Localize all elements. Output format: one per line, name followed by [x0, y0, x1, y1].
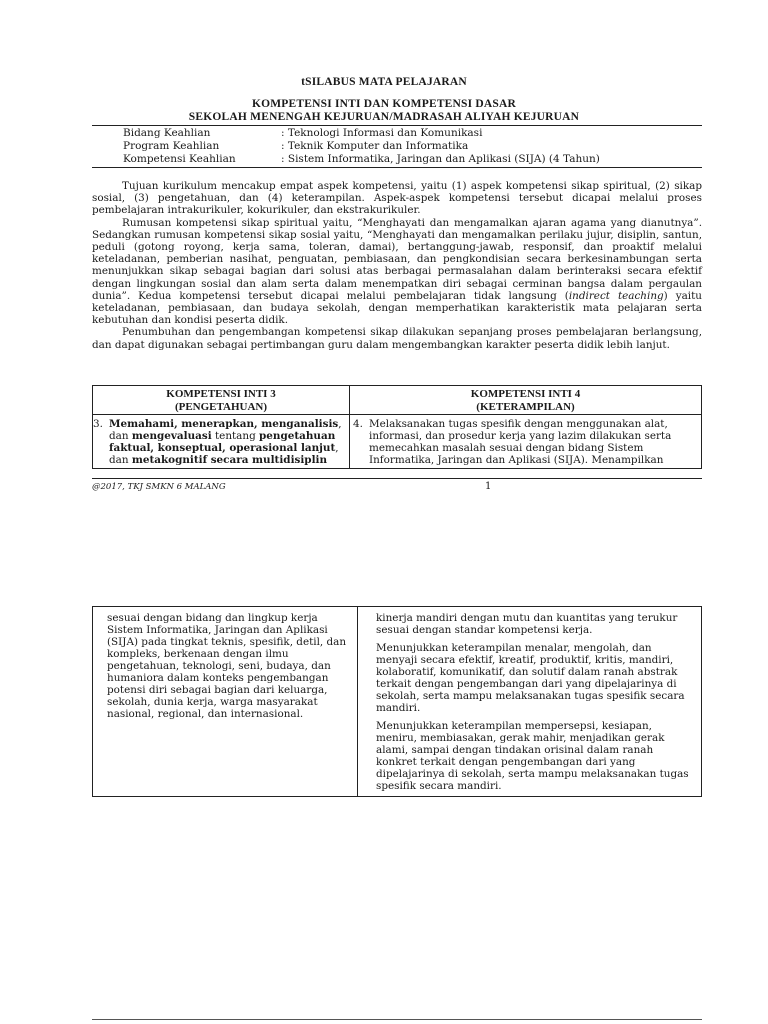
ki4-continuation-1: kinerja mandiri dengan mutu dan kuantitas yang terukur sesuai dengan standar kompetensi kerja. — [376, 612, 678, 636]
paragraph-3: Penumbuhan dan pengembangan kompetensi sikap dilakukan sepanjang proses pembelajaran berlangsung, dan dapat digunakan sebagai pertimbangan guru dalam mengembangkan karakter peserta didik lebih lanjut. — [92, 326, 702, 351]
kompetensi-inti-table-continued — [92, 606, 702, 797]
info-value: : Teknologi Informasi dan Komunikasi — [281, 127, 483, 139]
ki3-continuation-text: sesuai dengan bidang dan lingkup kerja Sistem Informatika, Jaringan dan Aplikasi (SIJA) pada tingkat teknis, spesifik, detil, dan kompleks, berkenaan dengan ilmu pengetahuan, teknologi, seni, budaya, dan humaniora dalam konteks pengembangan potensi diri sebagai bagian dari keluarga, sekolah, dunia kerja, warga masyarakat nasional, regional, dan internasional. — [107, 612, 347, 720]
info-value: : Sistem Informatika, Jaringan dan Aplikasi (SIJA) (4 Tahun) — [281, 153, 600, 165]
ki3-text: Memahami, menerapkan, menganalisis, dan mengevaluasi tentang pengetahuan faktual, konseptual, operasional lanjut, dan metakognitif secara multidisiplin — [109, 418, 342, 466]
program-info-block — [92, 125, 702, 168]
ki3-cell — [93, 415, 350, 469]
info-label: Program Keahlian — [123, 140, 220, 152]
info-row-bidang — [92, 127, 702, 140]
info-label: Bidang Keahlian — [123, 127, 211, 139]
page-number: 1 — [485, 481, 492, 492]
document-title: tSILABUS MATA PELAJARAN — [301, 76, 467, 88]
footer-copyright: @2017, TKJ SMKN 6 MALANG — [92, 482, 226, 492]
ki4-cell — [350, 415, 702, 469]
ki4-continuation-cell — [358, 607, 702, 797]
info-row-kompetensi — [92, 153, 702, 166]
intro-paragraphs — [92, 180, 702, 351]
info-label: Kompetensi Keahlian — [123, 153, 236, 165]
ki3-continuation-cell — [93, 607, 358, 797]
ki4-continuation-3: Menunjukkan keterampilan mempersepsi, kesiapan, meniru, membiasakan, gerak mahir, menjadikan gerak alami, sampai dengan tindakan orisinal dalam ranah konkret terkait dengan pengembangan dari yang dipelajarinya di sekolah, serta mampu melaksanakan tugas spesifik secara mandiri. — [376, 720, 689, 792]
ki3-number: 3. — [93, 418, 103, 430]
page-2-footer-rule — [92, 1019, 702, 1020]
page-footer — [92, 478, 702, 492]
info-row-program — [92, 140, 702, 153]
document-subtitle-1: KOMPETENSI INTI DAN KOMPETENSI DASAR — [251, 98, 517, 110]
paragraph-2: Rumusan kompetensi sikap spiritual yaitu, “Menghayati dan mengamalkan ajaran agama yang dianutnya”. Sedangkan rumusan kompetensi sikap sosial yaitu, “Menghayati dan mengamalkan perilaku jujur, disiplin, santun, peduli (gotong royong, kerja sama, toleran, damai), bertanggung-jawab, responsif, dan proaktif melalui keteladanan, pemberian nasihat, penguatan, pembiasaan, dan pengkondisian secara berkesinambungan serta menunjukkan sikap sebagai bagian dari solusi atas berbagai permasalahan dalam berinteraksi secara efektif dengan lingkungan sosial dan alam serta dalam menempatkan diri sebagai cerminan bangsa dalam pergaulan dunia”. Kedua kompetensi tersebut dicapai melalui pembelajaran tidak langsung (indirect teaching) yaitu keteladanan, pembiasaan, dan budaya sekolah, dengan memperhatikan karakteristik mata pelajaran serta kebutuhan dan kondisi peserta didik. — [92, 216, 702, 327]
ki4-continuation-2: Menunjukkan keterampilan menalar, mengolah, dan menyaji secara efektif, kreatif, produktif, kritis, mandiri, kolaboratif, komunikatif, dan solutif dalam ranah abstrak terkait dengan pengembangan dari yang dipelajarinya di sekolah, serta mampu melaksanakan tugas spesifik secara mandiri. — [376, 642, 685, 714]
document-subtitle-2: SEKOLAH MENENGAH KEJURUAN/MADRASAH ALIYAH KEJURUAN — [188, 111, 580, 123]
paragraph-1: Tujuan kurikulum mencakup empat aspek kompetensi, yaitu (1) aspek kompetensi sikap spiritual, (2) sikap sosial, (3) pengetahuan, dan (4) keterampilan. Aspek-aspek kompetensi tersebut dicapai melalui proses pembelajaran intrakurikuler, kokurikuler, dan ekstrakurikuler. — [92, 180, 702, 217]
info-value: : Teknik Komputer dan Informatika — [281, 140, 469, 152]
ki4-number: 4. — [353, 418, 363, 430]
ki4-header: KOMPETENSI INTI 4 (KETERAMPILAN) — [350, 386, 702, 415]
kompetensi-inti-table — [92, 385, 702, 469]
ki3-header: KOMPETENSI INTI 3 (PENGETAHUAN) — [93, 386, 350, 415]
ki4-text: Melaksanakan tugas spesifik dengan menggunakan alat, informasi, dan prosedur kerja yang lazim dilakukan serta memecahkan masalah sesuai dengan bidang Sistem Informatika, Jaringan dan Aplikasi (SIJA). Menampilkan — [369, 418, 672, 466]
